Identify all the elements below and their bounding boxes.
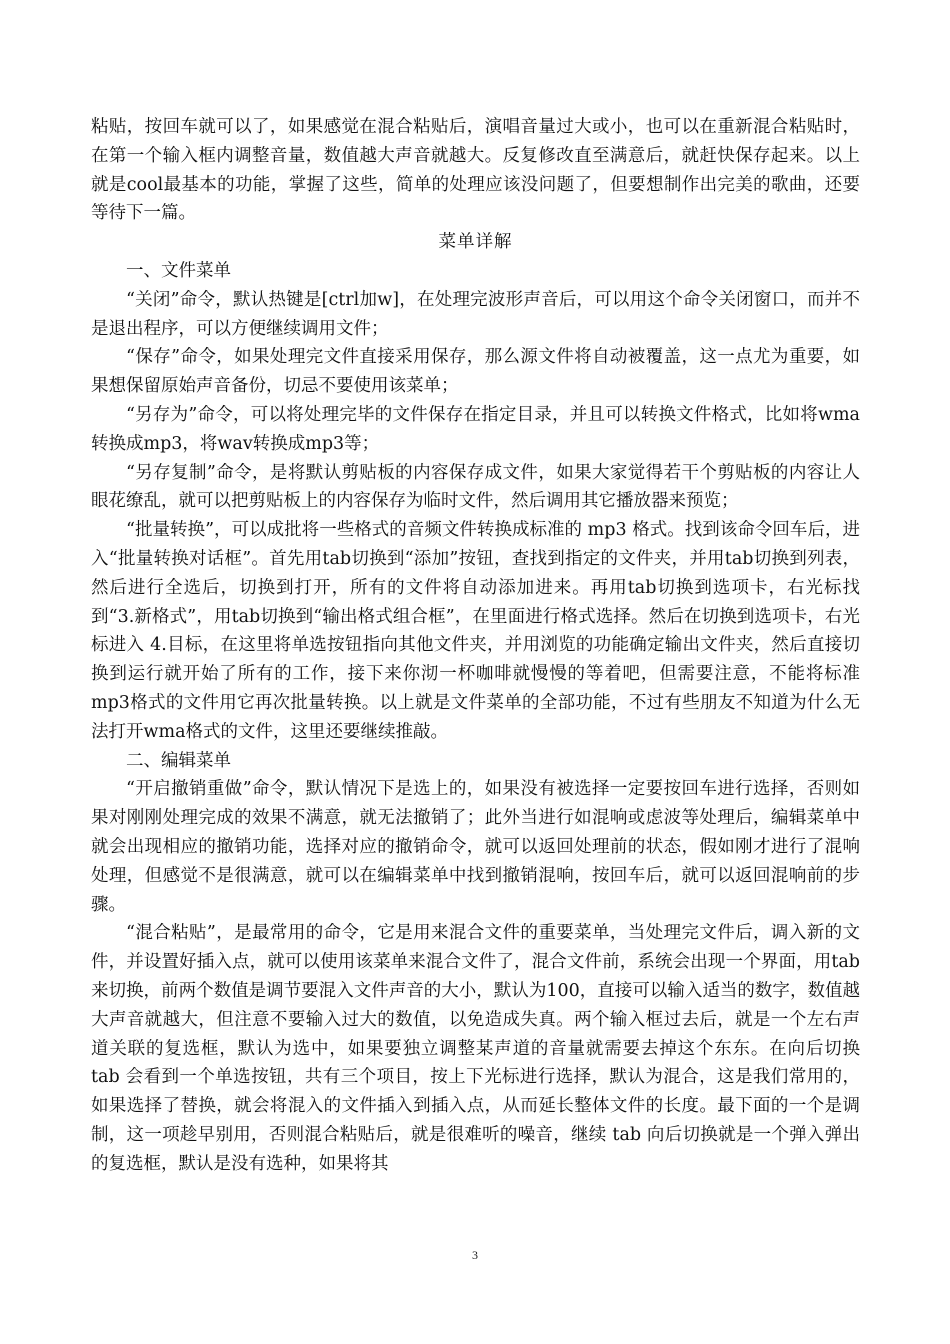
paragraph-save-command: “保存”命令，如果处理完文件直接采用保存，那么源文件将自动被覆盖，这一点尤为重要，如果想保留原始声音备份，切忌不要使用该菜单； [91,347,860,397]
body-text [91,113,860,1178]
page-number: 3 [472,1248,478,1262]
paragraph-save-copy-command: “另存复制”命令，是将默认剪贴板的内容保存成文件，如果大家觉得若干个剪贴板的内容让人眼花缭乱，就可以把剪贴板上的内容保存为临时文件，然后调用其它播放器来预览； [91,462,860,512]
section-heading-menu-details: 菜单详解 [438,232,513,253]
paragraph-save-as-command: “另存为”命令，可以将处理完毕的文件保存在指定目录，并且可以转换文件格式，比如将wma转换成mp3，将wav转换成mp3等； [91,404,860,454]
paragraph-undo-redo: “开启撤销重做”命令，默认情况下是选上的，如果没有被选择一定要按回车进行选择，否则如果对刚刚处理完成的效果不满意，就无法撤销了；此外当进行如混响或虑波等处理后，编辑菜单中就会出现相应的撤销功能，选择对应的撤销命令，就可以返回处理前的状态，假如刚才进行了混响处理，但感觉不是很满意，就可以在编辑菜单中找到撤销混响，按回车后，就可以返回混响前的步骤。 [91,779,860,915]
subheading-edit-menu: 二、编辑菜单 [126,750,231,771]
paragraph-mix-paste: “混合粘贴”，是最常用的命令，它是用来混合文件的重要菜单，当处理完文件后，调入新的文件，并设置好插入点，就可以使用该菜单来混合文件了，混合文件前，系统会出现一个界面，用tab来切换，前两个数值是调节要混入文件声音的大小，默认为100，直接可以输入适当的数字，数值越大声音就越大，但注意不要输入过大的数值，以免造成失真。两个输入框过去后，就是一个左右声道关联的复选框，默认为选中，如果要独立调整某声道的音量就需要去掉这个东东。在向后切换 tab 会看到一个单选按钮，共有三个项目，按上下光标进行选择，默认为混合，这是我们常用的，如果选择了替换，就会将混入的文件插入到插入点，从而延长整体文件的长度。最下面的一个是调制，这一项趁早别用，否则混合粘贴后，就是很难听的噪音，继续 tab 向后切换就是一个弹入弹出的复选框，默认是没有选种，如果将其 [91,923,860,1174]
paragraph-close-command: “关闭”命令，默认热键是[ctrl加w]，在处理完波形声音后，可以用这个命令关闭窗口，而并不是退出程序，可以方便继续调用文件； [91,289,860,339]
subheading-file-menu: 一、文件菜单 [126,260,231,281]
paragraph-batch-convert: “批量转换”，可以成批将一些格式的音频文件转换成标准的 mp3 格式。找到该命令回车后，进入“批量转换对话框”。首先用tab切换到“添加”按钮，查找到指定的文件夹，并用tab切换到列表，然后进行全选后，切换到打开，所有的文件将自动添加进来。再用tab切换到选项卡，右光标找到“3.新格式”，用tab切换到“输出格式组合框”，在里面进行格式选择。然后在切换到选项卡，右光标进入 4.目标，在这里将单选按钮指向其他文件夹，并用浏览的功能确定输出文件夹，然后直接切换到运行就开始了所有的工作，接下来你沏一杯咖啡就慢慢的等着吧，但需要注意，不能将标准mp3格式的文件用它再次批量转换。以上就是文件菜单的全部功能，不过有些朋友不知道为什么无法打开wma格式的文件，这里还要继续推敲。 [91,520,860,742]
paragraph-continuation: 粘贴，按回车就可以了，如果感觉在混合粘贴后，演唱音量过大或小，也可以在重新混合粘贴时，在第一个输入框内调整音量，数值越大声音就越大。反复修改直至满意后，就赶快保存起来。以上就是cool最基本的功能，掌握了这些，简单的处理应该没问题了，但要想制作出完美的歌曲，还要等待下一篇。 [91,117,860,224]
